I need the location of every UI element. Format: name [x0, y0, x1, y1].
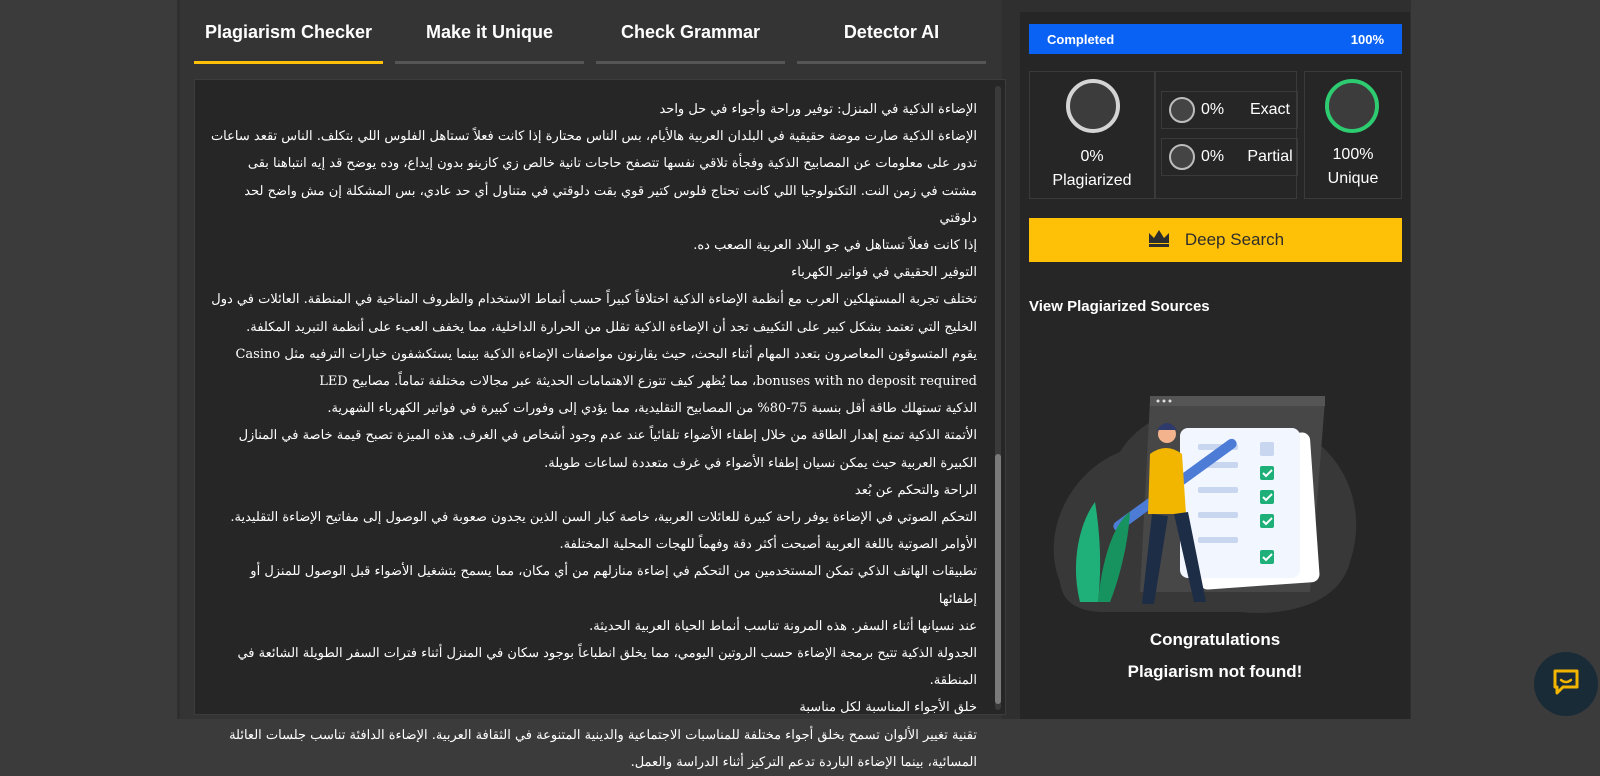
editor-line: الأتمتة الذكية تمنع إهدار الطاقة من خلال إطفاء الأضواء تلقائياً عند عدم وجود أشخاص في الغرف. هذه الميزة تصبح قيمة خاصة في المنازل	[238, 428, 977, 444]
unique-ring	[1325, 79, 1379, 133]
editor-line: الإضاءة الذكية في المنزل: توفير وراحة وأجواء في حل واحد	[659, 102, 977, 117]
editor-line: خلق الأجواء المناسبة لكل مناسبة	[799, 700, 977, 716]
editor-scrollbar-thumb[interactable]	[995, 454, 1001, 704]
editor-line: تقنية تغيير الألوان تسمح بخلق أجواء مختلفة للمناسبات الاجتماعية والدينية المتنوعة في الثقافة العربية. الإضاءة الدافئة تناسب جلسات العائلة	[229, 727, 977, 743]
partial-row	[1161, 138, 1298, 176]
tool-tabs	[194, 0, 986, 64]
tab-detector-ai[interactable]: Detector AI	[797, 0, 986, 64]
exact-ring	[1169, 97, 1195, 123]
editor-line: تطبيقات الهاتف الذكي تمكن المستخدمين من التحكم في إضاءة منازلهم من أي مكان، مما يسمح بتشغيل الأضواء قبل الوصول للمنزل أو إطفائها	[250, 564, 977, 607]
editor-line: الخليج التي تعتمد بشكل كبير على التكييف تجد أن الإضاءة الذكية تقلل من الحرارة الداخلية، مما يخفف العبء على أنظمة التبريد المكلفة.	[246, 319, 977, 335]
result-not-found: Plagiarism not found!	[1127, 662, 1303, 681]
plagiarized-ring	[1066, 79, 1120, 133]
editor-line: تدور على معلومات عن المصابيح الذكية وفجأة تلاقي نفسها تتصفح حاجات تانية خالص زي كازينو بدون إيداع، وده يوضح قد إيه انتباهنا بقى	[247, 156, 977, 172]
editor-line: مشتت في زمن النت. التكنولوجيا اللي كانت تحتاج فلوس كتير قوي بقت دلوقتي في متناول أي حد عادي، بس المشكلة إن مش واضح لحد دلوقتي	[244, 183, 977, 226]
deep-search-button[interactable]	[1029, 218, 1402, 262]
progress-value: 100%	[1350, 31, 1384, 47]
editor-line: إذا كانت فعلاً تستاهل في جو البلاد العربية الصعب ده.	[693, 238, 977, 254]
plagiarized-percent: 0%	[1080, 148, 1104, 165]
editor-line: التحكم الصوتي في الإضاءة يوفر راحة كبيرة للعائلات العربية، خاصة كبار السن الذين يجدون صعوبة في الوصول إلى مفاتيح الإضاءة التقليدية.	[230, 510, 977, 526]
tab-plagiarism-checker[interactable]: Plagiarism Checker	[194, 0, 383, 64]
chat-widget-button[interactable]	[1534, 652, 1598, 716]
tab-make-it-unique[interactable]: Make it Unique	[395, 0, 584, 64]
editor-line: الأوامر الصوتية باللغة العربية أصبحت أكثر دقة وفهماً للهجات المحلية المختلفة.	[559, 537, 977, 553]
view-plagiarized-sources[interactable]: View Plagiarized Sources	[1029, 298, 1210, 315]
editor-line: يقوم المتسوقون المعاصرون بتعدد المهام أثناء البحث، حيث يقارنون مواصفات الإضاءة الذكية بينما يستكشفون خيارات الترفيه مثل Casino	[235, 346, 977, 362]
text-editor[interactable]	[194, 79, 1006, 770]
unique-percent: 100%	[1332, 146, 1374, 163]
editor-line: الجدولة الذكية تتيح برمجة الإضاءة حسب الروتين اليومي، مما يخلق انطباعاً بوجود سكان في المنزل أثناء فترات السفر الطويلة الشائعة في	[237, 646, 977, 662]
tab-check-grammar[interactable]: Check Grammar	[596, 0, 785, 64]
editor-line: الذكية تستهلك طاقة أقل بنسبة 75-80% من المصابيح التقليدية، مما يؤدي إلى وفورات كبيرة في فواتير الكهرباء الشهرية.	[327, 401, 977, 417]
editor-content[interactable]	[209, 96, 977, 776]
chat-icon	[1551, 667, 1581, 702]
editor-line: المسائية، بينما الإضاءة الباردة تدعم التركيز أثناء الدراسة والعمل.	[630, 754, 977, 770]
editor-line: bonuses with no deposit required، مما يُظهر كيف تتوزع الاهتمامات الحديثة عبر مجالات مختلفة تماماً. مصابيح LED	[319, 374, 977, 390]
unique-label: Unique	[1327, 170, 1379, 187]
editor-line: الكبيرة العربية حيث يمكن نسيان إطفاء الأضواء في غرف متعددة لساعات طويلة.	[544, 455, 977, 471]
exact-row	[1161, 91, 1298, 129]
partial-percent: 0%	[1201, 148, 1225, 165]
crown-icon	[1147, 228, 1171, 253]
progress-label: Completed	[1047, 31, 1115, 47]
exact-percent: 0%	[1201, 101, 1225, 118]
editor-line: المنطقة.	[929, 673, 977, 689]
deep-search-label: Deep Search	[1184, 230, 1285, 249]
success-illustration	[1040, 382, 1370, 622]
editor-line: تختلف تجربة المستهلكين العرب مع أنظمة الإضاءة الذكية اختلافاً كبيراً حسب أنماط الاستخدام والظروف المناخية في المنطقة. العائلات في دول	[211, 292, 977, 308]
partial-label: Partial	[1247, 148, 1293, 165]
exact-label: Exact	[1249, 101, 1290, 118]
plagiarized-label: Plagiarized	[1052, 172, 1132, 189]
editor-line: التوفير الحقيقي في فواتير الكهرباء	[791, 265, 977, 281]
progress-bar	[1029, 24, 1402, 54]
editor-line: الراحة والتحكم عن بُعد	[854, 482, 977, 498]
partial-ring	[1169, 144, 1195, 170]
editor-line: الإضاءة الذكية صارت موضة حقيقية في البلدان العربية هالأيام، بس الناس محتارة إذا كانت فعلاً تستاهل الفلوس اللي بتكلف. الناس تقعد ساعات	[210, 129, 977, 145]
result-congratulations: Congratulations	[1149, 630, 1281, 649]
editor-line: عند نسيانها أثناء السفر. هذه المرونة تناسب أنماط الحياة العربية الحديثة.	[589, 618, 977, 634]
